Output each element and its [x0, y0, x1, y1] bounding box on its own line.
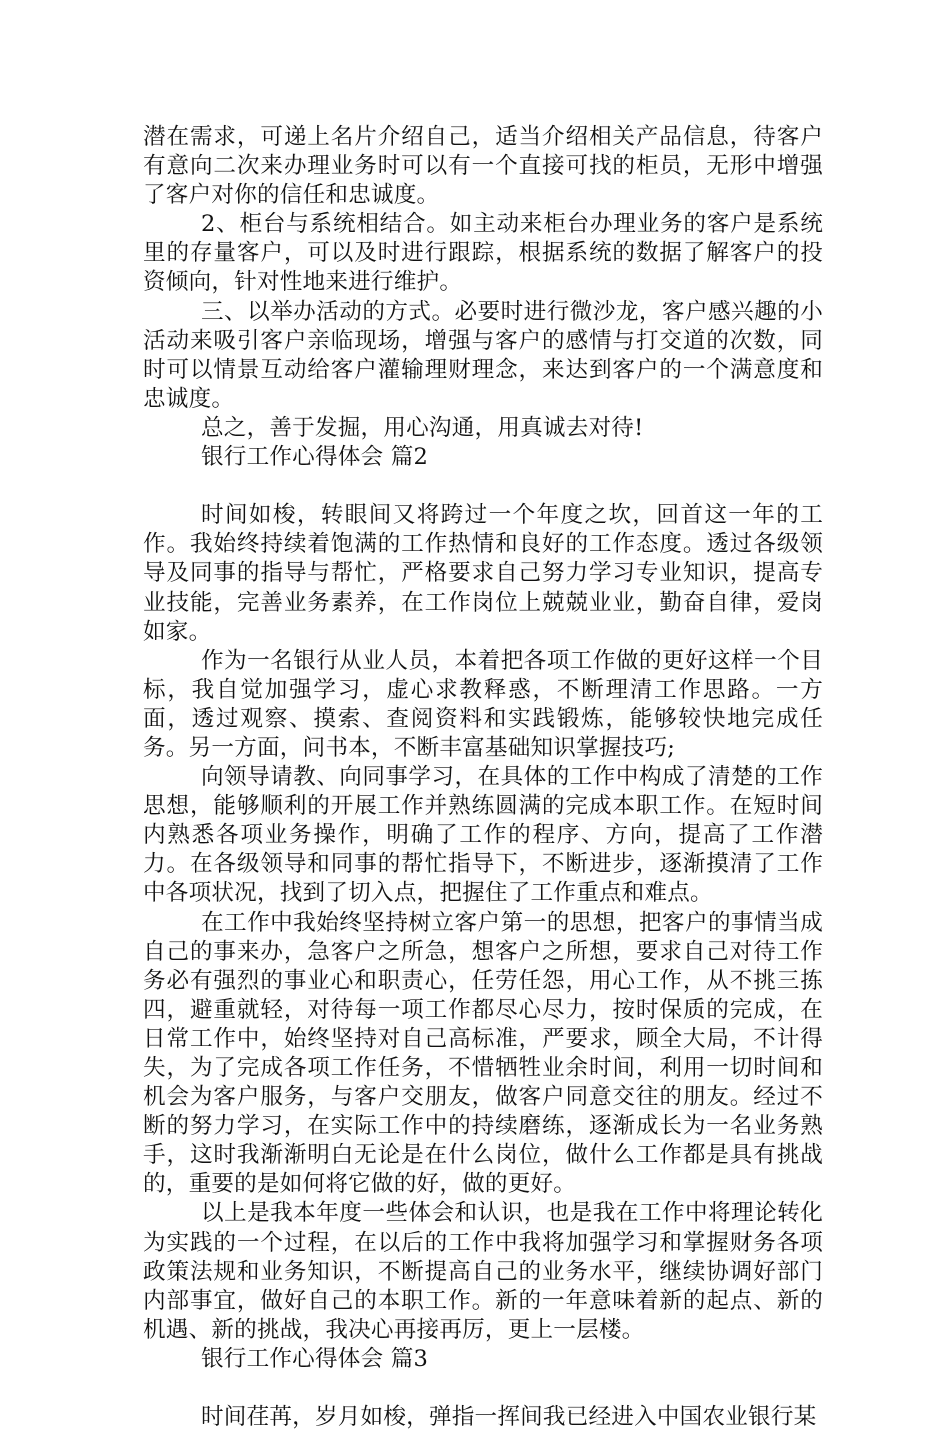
blank-line	[143, 472, 823, 501]
document-body	[143, 123, 823, 1432]
paragraph-continuation: 潜在需求，可递上名片介绍自己，适当介绍相关产品信息，待客户有意向二次来办理业务时可以有一个直接可找的柜员，无形中增强了客户对你的信任和忠诚度。	[143, 124, 823, 209]
paragraph-section3-start: 时间荏苒，岁月如梭，弹指一挥间我已经进入中国农业银行某	[201, 1404, 817, 1431]
section-heading-2: 银行工作心得体会 篇2	[201, 444, 429, 471]
paragraph-conclusion: 以上是我本年度一些体会和认识，也是我在工作中将理论转化为实践的一个过程，在以后的工作中我将加强学习和掌握财务各项政策法规和业务知识，不断提高自己的业务水平，继续协调好部门内部事宜，做好自己的本职工作。新的一年意味着新的起点、新的机遇、新的挑战，我决心再接再厉，更上一层楼。	[143, 1200, 823, 1343]
paragraph-counter-system: 2、柜台与系统相结合。如主动来柜台办理业务的客户是系统里的存量客户，可以及时进行跟踪，根据系统的数据了解客户的投资倾向，针对性地来进行维护。	[143, 211, 823, 296]
paragraph-activities: 三、以举办活动的方式。必要时进行微沙龙，客户感兴趣的小活动来吸引客户亲临现场，增强与客户的感情与打交道的次数，同时可以情景互动给客户灌输理财理念，来达到客户的一个满意度和忠诚度。	[143, 298, 823, 412]
paragraph-learning: 作为一名银行从业人员，本着把各项工作做的更好这样一个目标，我自觉加强学习，虚心求教释惑，不断理清工作思路。一方面，透过观察、摸索、查阅资料和实践锻炼，能够较快地完成任务。另一方面，问书本，不断丰富基础知识掌握技巧;	[143, 647, 823, 761]
section-heading-3: 银行工作心得体会 篇3	[201, 1345, 429, 1372]
paragraph-summary: 总之，善于发掘，用心沟通，用真诚去对待!	[201, 414, 644, 441]
blank-line	[143, 1374, 823, 1403]
paragraph-customer-first: 在工作中我始终坚持树立客户第一的思想，把客户的事情当成自己的事来办，急客户之所急，想客户之所想，要求自己对待工作务必有强烈的事业心和职责心，任劳任怨，用心工作，从不挑三拣四，避重就轻，对待每一项工作都尽心尽力，按时保质的完成，在日常工作中，始终坚持对自己高标准，严要求，顾全大局，不计得失，为了完成各项工作任务，不惜牺牲业余时间，利用一切时间和机会为客户服务，与客户交朋友，做客户同意交往的朋友。经过不断的努力学习，在实际工作中的持续磨练，逐渐成长为一名业务熟手，这时我渐渐明白无论是在什么岗位，做什么工作都是具有挑战的，重要的是如何将它做的好，做的更好。	[143, 909, 823, 1198]
paragraph-year-review: 时间如梭，转眼间又将跨过一个年度之坎，回首这一年的工作。我始终持续着饱满的工作热情和良好的工作态度。透过各级领导及同事的指导与帮忙，严格要求自己努力学习专业知识，提高专业技能，完善业务素养，在工作岗位上兢兢业业，勤奋自律，爱岗如家。	[143, 502, 823, 645]
paragraph-consulting: 向领导请教、向同事学习，在具体的工作中构成了清楚的工作思想，能够顺利的开展工作并熟练圆满的完成本职工作。在短时间内熟悉各项业务操作，明确了工作的程序、方向，提高了工作潜力。在各级领导和同事的帮忙指导下，不断进步，逐渐摸清了工作中各项状况，找到了切入点，把握住了工作重点和难点。	[143, 764, 823, 907]
